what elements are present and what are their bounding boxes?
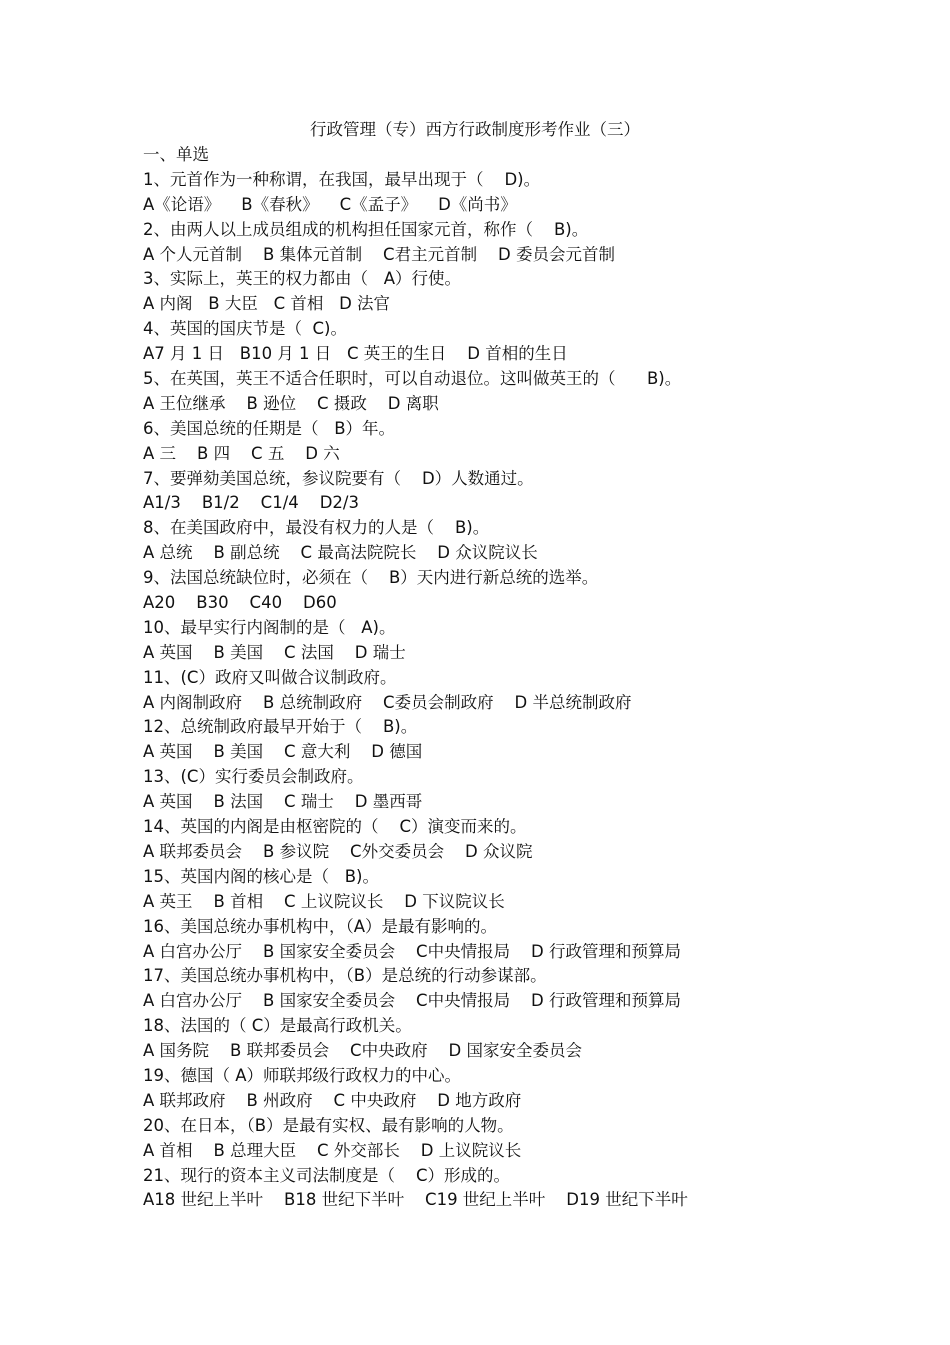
- options-15: A 英王 B 首相 C 上议院议长 D 下议院议长: [143, 891, 505, 911]
- question-2: 2、由两人以上成员组成的机构担任国家元首，称作（ B)。: [143, 219, 589, 239]
- question-13: 13、(C）实行委员会制政府。: [143, 767, 364, 787]
- question-8: 8、在美国政府中，最没有权力的人是（ B)。: [143, 518, 490, 538]
- question-9: 9、法国总统缺位时，必须在（ B）天内进行新总统的选举。: [143, 568, 599, 588]
- options-21: A18 世纪上半叶 B18 世纪下半叶 C19 世纪上半叶 D19 世纪下半叶: [143, 1190, 688, 1210]
- options-6: A 三 B 四 C 五 D 六: [143, 443, 340, 463]
- question-11: 11、(C）政府又叫做合议制政府。: [143, 667, 397, 687]
- options-2: A 个人元首制 B 集体元首制 C君主元首制 D 委员会元首制: [143, 244, 616, 264]
- question-19: 19、德国（ A）师联邦级行政权力的中心。: [143, 1065, 462, 1085]
- options-4: A7 月 1 日 B10 月 1 日 C 英王的生日 D 首相的生日: [143, 344, 568, 364]
- options-17: A 白宫办公厅 B 国家安全委员会 C中央情报局 D 行政管理和预算局: [143, 991, 682, 1011]
- question-6: 6、美国总统的任期是（ B）年。: [143, 418, 396, 438]
- options-18: A 国务院 B 联邦委员会 C中央政府 D 国家安全委员会: [143, 1041, 583, 1061]
- question-4: 4、英国的国庆节是（ C)。: [143, 319, 347, 339]
- question-10: 10、最早实行内阁制的是（ A)。: [143, 617, 396, 637]
- options-16: A 白宫办公厅 B 国家安全委员会 C中央情报局 D 行政管理和预算局: [143, 941, 682, 961]
- question-20: 20、在日本，（B）是最有实权、最有影响的人物。: [143, 1115, 514, 1135]
- question-3: 3、实际上，英王的权力都由（ A）行使。: [143, 269, 462, 289]
- options-3: A 内阁 B 大臣 C 首相 D 法官: [143, 294, 391, 314]
- question-12: 12、总统制政府最早开始于（ B)。: [143, 717, 418, 737]
- document-body: [143, 143, 863, 1213]
- options-7: A1/3 B1/2 C1/4 D2/3: [143, 493, 359, 513]
- options-10: A 英国 B 美国 C 法国 D 瑞士: [143, 642, 406, 662]
- options-12: A 英国 B 美国 C 意大利 D 德国: [143, 742, 423, 762]
- question-5: 5、在英国，英王不适合任职时，可以自动退位。这叫做英王的（ B)。: [143, 369, 682, 389]
- options-8: A 总统 B 副总统 C 最高法院院长 D 众议院议长: [143, 543, 538, 563]
- document-title: 行政管理（专）西方行政制度形考作业（三）: [310, 120, 640, 139]
- question-21: 21、现行的资本主义司法制度是（ C）形成的。: [143, 1165, 510, 1185]
- question-7: 7、要弹劾美国总统，参议院要有（ D）人数通过。: [143, 468, 534, 488]
- section-heading: 一、单选: [143, 145, 209, 164]
- question-1: 1、元首作为一种称谓，在我国，最早出现于（ D)。: [143, 169, 541, 189]
- options-5: A 王位继承 B 逊位 C 摄政 D 离职: [143, 393, 439, 413]
- question-14: 14、英国的内阁是由枢密院的（ C）演变而来的。: [143, 817, 527, 837]
- options-19: A 联邦政府 B 州政府 C 中央政府 D 地方政府: [143, 1090, 522, 1110]
- options-9: A20 B30 C40 D60: [143, 593, 337, 613]
- question-15: 15、英国内阁的核心是（ B)。: [143, 866, 379, 886]
- options-11: A 内阁制政府 B 总统制政府 C委员会制政府 D 半总统制政府: [143, 692, 632, 712]
- question-18: 18、法国的（ C）是最高行政机关。: [143, 1016, 412, 1036]
- options-14: A 联邦委员会 B 参议院 C外交委员会 D 众议院: [143, 841, 533, 861]
- options-13: A 英国 B 法国 C 瑞士 D 墨西哥: [143, 792, 423, 812]
- question-17: 17、美国总统办事机构中，（B）是总统的行动参谋部。: [143, 966, 547, 986]
- options-20: A 首相 B 总理大臣 C 外交部长 D 上议院议长: [143, 1140, 522, 1160]
- question-16: 16、美国总统办事机构中，（A）是最有影响的。: [143, 916, 498, 936]
- options-1: A《论语》 B《春秋》 C《孟子》 D《尚书》: [143, 194, 517, 214]
